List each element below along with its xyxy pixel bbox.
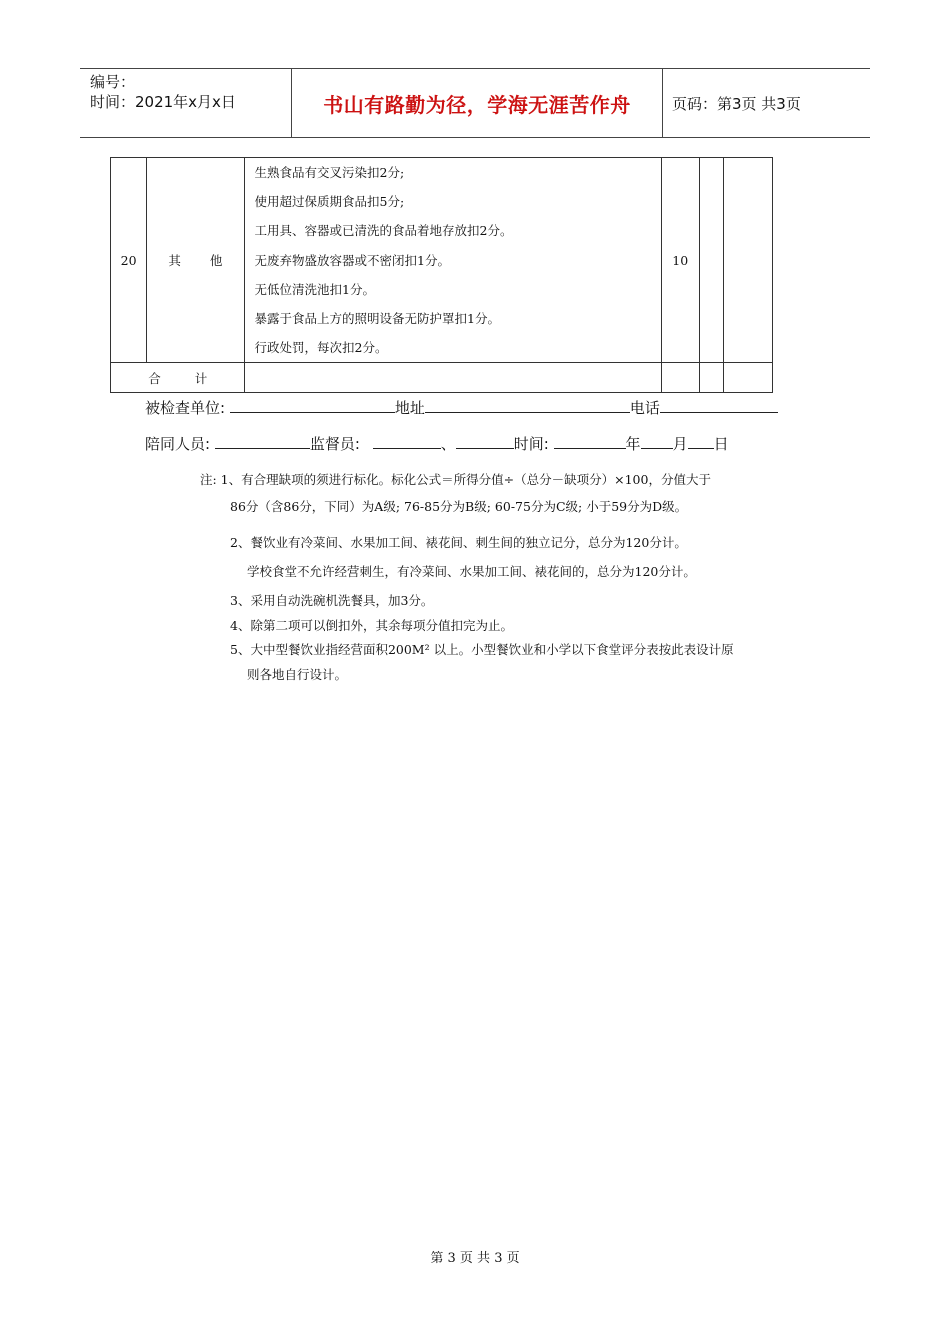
- supervisor-separator: 、: [440, 435, 456, 453]
- row-item: [147, 158, 245, 363]
- year-field[interactable]: [554, 434, 626, 449]
- accompany-field[interactable]: [215, 434, 310, 449]
- header-page-code: 页码：第3页 共3页: [672, 94, 801, 113]
- total-empty-cell: [661, 363, 699, 393]
- row-criteria: [245, 158, 661, 363]
- time-label: 时间：2021年x月x日: [90, 93, 236, 111]
- note-1-line-2: 86分（含86分，下同）为A级; 76-85分为B级; 60-75分为C级; 小于59分为D级。: [230, 499, 688, 514]
- total-empty-cell: [699, 363, 723, 393]
- number-label: 编号：: [90, 73, 136, 91]
- note-4: 4、除第二项可以倒扣外，其余每项分值扣完为止。: [230, 618, 513, 633]
- month-label: 月: [672, 435, 688, 453]
- criteria-line: 无低位清洗池扣1分。: [254, 281, 375, 297]
- criteria-line: 工用具、容器或已清洗的食品着地存放扣2分。: [254, 223, 513, 239]
- criteria-line: 使用超过保质期食品扣5分;: [254, 194, 405, 210]
- table-row: [111, 158, 773, 363]
- row-empty-cell: [723, 158, 772, 363]
- supervisor-field-1[interactable]: [373, 434, 441, 449]
- total-char: 计: [194, 370, 208, 386]
- accompany-label: 陪同人员:: [145, 435, 211, 453]
- phone-field[interactable]: [660, 398, 778, 413]
- total-label: [111, 363, 245, 393]
- day-label: 日: [713, 435, 729, 453]
- inspected-unit-label: 被检查单位:: [145, 399, 226, 417]
- month-field[interactable]: [641, 434, 673, 449]
- signature-line-2: [145, 433, 729, 454]
- address-field[interactable]: [425, 398, 630, 413]
- page-footer: 第 3 页 共 3 页: [430, 1251, 520, 1266]
- total-empty-cell: [245, 363, 661, 393]
- score-table: [110, 157, 773, 393]
- note-2-line-2: 学校食堂不允许经营刺生，有冷菜间、水果加工间、裱花间的，总分为120分计。: [247, 564, 696, 579]
- note-5-line-1: 5、大中型餐饮业指经营面积200M² 以上。小型餐饮业和小学以下食堂评分表按此表设计原: [230, 642, 734, 657]
- criteria-line: 行政处罚，每次扣2分。: [254, 340, 388, 356]
- criteria-line: 暴露于食品上方的照明设备无防护罩扣1分。: [254, 310, 500, 326]
- total-row: [111, 363, 773, 393]
- total-empty-cell: [723, 363, 772, 393]
- supervisor-field-2[interactable]: [456, 434, 514, 449]
- time-label: 时间:: [513, 435, 549, 453]
- criteria-line: 无废弃物盛放容器或不密闭扣1分。: [254, 252, 450, 268]
- day-field[interactable]: [688, 434, 714, 449]
- item-char: 其: [168, 253, 182, 269]
- supervisor-label: 监督员:: [309, 435, 360, 453]
- inspected-unit-field[interactable]: [230, 398, 395, 413]
- criteria-line: 生熟食品有交叉污染扣2分;: [254, 165, 405, 180]
- header-meta: [80, 69, 292, 137]
- header-motto: 书山有路勤为径，学海无涯苦作舟: [292, 69, 663, 137]
- signature-line-1: [145, 397, 778, 418]
- phone-label: 电话: [629, 399, 660, 417]
- note-1-line-1: 注: 1、有合理缺项的须进行标化。标化公式＝所得分值÷（总分－缺项分）×100，分值大于: [200, 472, 711, 487]
- total-char: 合: [148, 370, 161, 386]
- year-label: 年: [625, 435, 641, 453]
- note-2-line-1: 2、餐饮业有冷菜间、水果加工间、裱花间、刺生间的独立记分，总分为120分计。: [230, 535, 687, 550]
- page-header: [80, 68, 870, 138]
- row-score: 10: [661, 158, 699, 363]
- address-label: 地址: [394, 399, 425, 417]
- item-char: 他: [209, 253, 224, 269]
- row-empty-cell: [699, 158, 723, 363]
- note-5-line-2: 则各地自行设计。: [247, 667, 348, 682]
- row-number: 20: [111, 158, 147, 363]
- note-3: 3、采用自动洗碗机洗餐具，加3分。: [230, 593, 434, 608]
